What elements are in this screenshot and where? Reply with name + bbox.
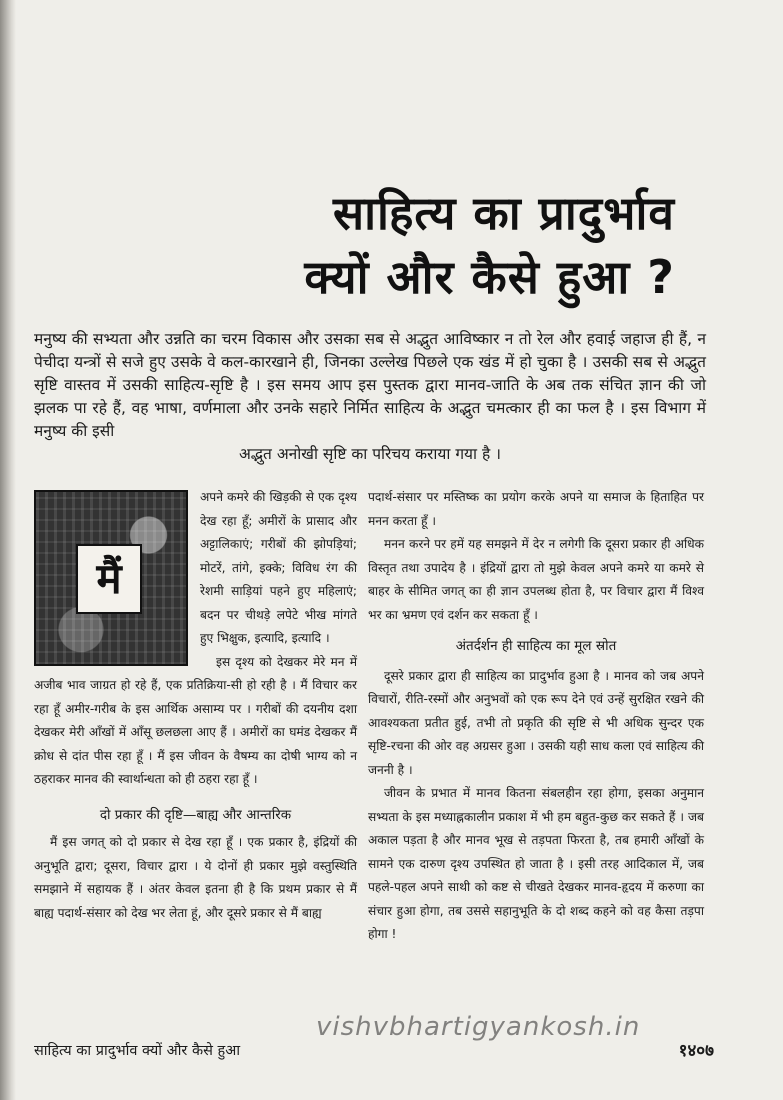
left-subheading: दो प्रकार की दृष्टि—बाह्य और आन्तरिक: [99, 806, 292, 823]
right-paragraph-4: जीवन के प्रभात में मानव कितना संबलहीन रहा होगा, इसका अनुमान सभ्यता के इस मध्याह्नकालीन प्रकाश में भी हम बहुत-कुछ कर सकते हैं । जब अकाल पड़ता है और मानव भूख से तड़पता फिरता है, तब हमारी आँखों के सामने एक दारुण दृश्य उपस्थित हो जाता है । इसी तरह आदिकाल में, जब पहले-पहल अपने साथी को कष्ट से चीखते देखकर मानव-हृदय में करुणा का संचार हुआ होगा, तब उससे सहानुभूति के दो शब्द कहने को वह कैसा तड़पा होगा !: [368, 786, 704, 941]
illustration-block: [34, 490, 188, 666]
book-spine-shadow: [0, 0, 16, 1100]
book-page: [16, 0, 783, 1100]
page-footer: [34, 1040, 714, 1068]
left-column: [34, 486, 357, 925]
page-number: १४०७: [678, 1041, 714, 1061]
left-paragraph-1: अपने कमरे की खिड़की से एक दृश्य देख रहा हूँ; अमीरों के प्रासाद और अट्टालिकाएं; गरीबों की झोपड़ियां; मोटरें, तांगे, इक्के; विविध रंग की रेशमी साड़ियां पहने हुए महिलाएं; बदन पर चीथड़े लपेटे भीख मांगते हुए भिक्षुक, इत्यादि, इत्यादि ।: [200, 490, 357, 645]
right-paragraph-3: दूसरे प्रकार द्वारा ही साहित्य का प्रादुर्भाव हुआ है । मानव को जब अपने विचारों, रीति-रस्मों और अनुभवों को एक रूप देने एवं उन्हें सुरक्षित रखने की आवश्यकता प्रतीत हुई, तभी तो प्रकृति की सृष्टि से भी अधिक सुन्दर एक सृष्टि-रचना की ओर वह अग्रसर हुआ । उसकी यही साध कला एवं साहित्य की जननी है ।: [368, 668, 704, 777]
intro-text: मनुष्य की सभ्यता और उन्नति का चरम विकास और उसका सब से अद्भुत आविष्कार न तो रेल और हवाई जहाज ही हैं, न पेचीदा यन्त्रों से सजे हुए उसके वे कल-कारखाने ही, जिनका उल्लेख पिछले एक खंड में हो चुका है । उसकी सब से अद्भुत सृष्टि वास्तव में उसकी साहित्य-सृष्टि है । इस समय आप इस पुस्तक द्वारा मानव-जाति के अब तक संचित ज्ञान की जो झलक पा रहे हैं, वह भाषा, वर्णमाला और उनके सहारे निर्मित साहित्य के अद्भुत चमत्कार ही का फल है । इस विभाग में मनुष्य की इसी: [34, 330, 706, 440]
right-paragraph-1: पदार्थ-संसार पर मस्तिष्क का प्रयोग करके अपने या समाज के हिताहित पर मनन करता हूँ ।: [368, 490, 704, 528]
chapter-title-line-1: साहित्य का प्रादुर्भाव: [333, 186, 675, 240]
right-subheading: अंतर्दर्शन ही साहित्य का मूल स्रोत: [455, 638, 617, 654]
right-paragraph-2: मनन करने पर हमें यह समझने में देर न लगेगी कि दूसरा प्रकार ही अधिक विस्तृत तथा उपादेय है । इंद्रियों द्वारा तो मुझे केवल अपने कमरे या कमरे से बाहर के सीमित जगत् का ही ज्ञान उपलब्ध होता है, पर विचार द्वारा मैं विश्व भर का भ्रमण एवं दर्शन कर सकता हूँ ।: [368, 537, 704, 622]
running-head: साहित्य का प्रादुर्भाव क्यों और कैसे हुआ: [34, 1043, 241, 1059]
watermark-text: vishvbhartigyankosh.in: [316, 1012, 641, 1042]
intro-paragraph: [34, 328, 706, 466]
illustration-letter: मैं: [76, 544, 142, 614]
left-paragraph-2: इस दृश्य को देखकर मेरे मन में अजीब भाव जाग्रत हो रहे हैं, एक प्रतिक्रिया-सी हो रही है । मैं विचार कर रहा हूँ अमीर-गरीब के इस आर्थिक असाम्य पर । गरीबों की दयनीय दशा देखकर मेरी आँखों में आँसू छलछला आए हैं । अमीरों का घमंड देखकर मैं क्रोध से दांत पीस रहा हूँ । मैं इस जीवन के वैषम्य का दोषी भाग्य को न ठहराकर मानव की स्वार्थान्धता को ही ठहरा रहा हूँ ।: [34, 654, 357, 786]
intro-text-last-line: अद्भुत अनोखी सृष्टि का परिचय कराया गया है ।: [238, 445, 502, 463]
right-column: [368, 486, 704, 947]
chapter-title-line-2: क्यों और कैसे हुआ ?: [304, 250, 675, 304]
left-paragraph-3: मैं इस जगत् को दो प्रकार से देख रहा हूँ । एक प्रकार है, इंद्रियों की अनुभूति द्वारा; दूसरा, विचार द्वारा । ये दोनों ही प्रकार मुझे वस्तुस्थिति समझाने में सहायक हैं । अंतर केवल इतना ही है कि प्रथम प्रकार से मैं बाह्य पदार्थ-संसार को देख भर लेता हूं, और दूसरे प्रकार से मैं बाह्य: [34, 835, 357, 920]
